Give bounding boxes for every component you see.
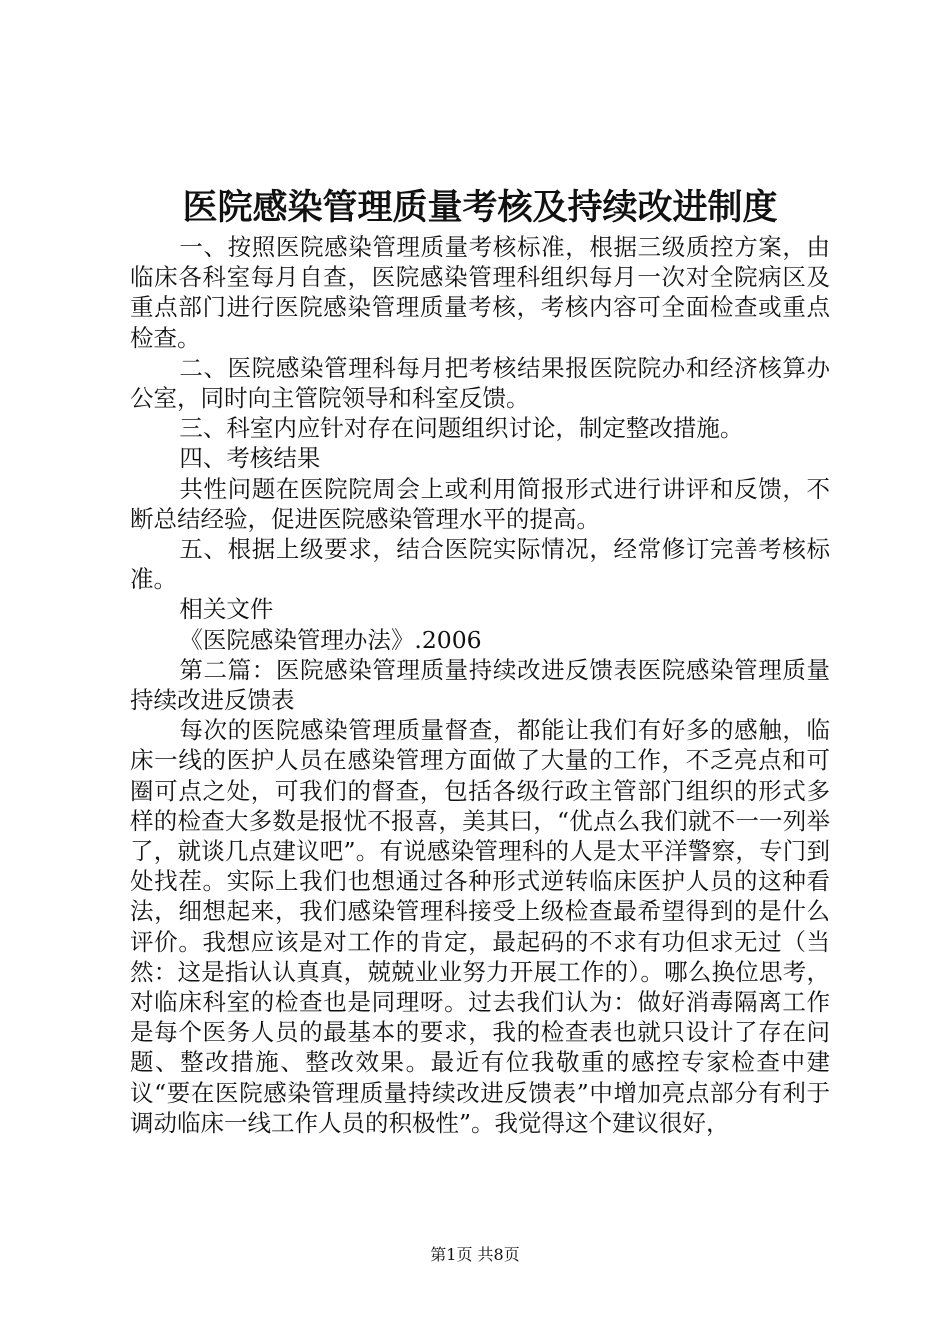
paragraph-5: 共性问题在医院院周会上或利用简报形式进行讲评和反馈，不断总结经验，促进医院感染管理水平的提高。 <box>130 474 830 533</box>
document-title: 医院感染管理质量考核及持续改进制度 <box>182 187 778 228</box>
paragraph-1: 一、按照医院感染管理质量考核标准，根据三级质控方案，由临床各科室每月自查，医院感染管理科组织每月一次对全院病区及重点部门进行医院感染管理质量考核，考核内容可全面检查或重点检查。 <box>130 233 830 352</box>
paragraph-4: 四、考核结果 <box>179 444 321 473</box>
document-page <box>130 0 830 1344</box>
paragraph-6: 五、根据上级要求，结合医院实际情况，经常修订完善考核标准。 <box>130 535 830 594</box>
paragraph-2: 二、医院感染管理科每月把考核结果报医院院办和经济核算办公室，同时向主管院领导和科室反馈。 <box>130 353 830 413</box>
paragraph-7: 相关文件 <box>179 595 274 624</box>
paragraph-9: 第二篇：医院感染管理质量持续改进反馈表医院感染管理质量持续改进反馈表 <box>130 655 830 715</box>
document-body <box>130 232 830 1138</box>
paragraph-8: 《医院感染管理办法》.2006 <box>179 625 482 654</box>
paragraph-10: 每次的医院感染管理质量督查，都能让我们有好多的感触，临床一线的医护人员在感染管理方面做了大量的工作，不乏亮点和可圈可点之处，可我们的督查，包括各级行政主管部门组织的形式多样的检查大多数是报忧不报喜，美其曰，“优点么我们就不一一列举了，就谈几点建议吧”。有说感染管理科的人是太平洋警察，专门到处找茬。实际上我们也想通过各种形式逆转临床医护人员的这种看法，细想起来，我们感染管理科接受上级检查最希望得到的是什么评价。我想应该是对工作的肯定，最起码的不求有功但求无过（当然：这是指认认真真，兢兢业业努力开展工作的）。哪么换位思考，对临床科室的检查也是同理呀。过去我们认为：做好消毒隔离工作是每个医务人员的最基本的要求，我的检查表也就只设计了存在问题、整改措施、整改效果。最近有位我敬重的感控专家检查中建议“要在医院感染管理质量持续改进反馈表”中增加亮点部分有利于调动临床一线工作人员的积极性”。我觉得这个建议很好， <box>130 716 830 1137</box>
page-footer: 第1页 共8页 <box>430 1245 520 1264</box>
paragraph-3: 三、科室内应针对存在问题组织讨论，制定整改措施。 <box>179 414 744 443</box>
